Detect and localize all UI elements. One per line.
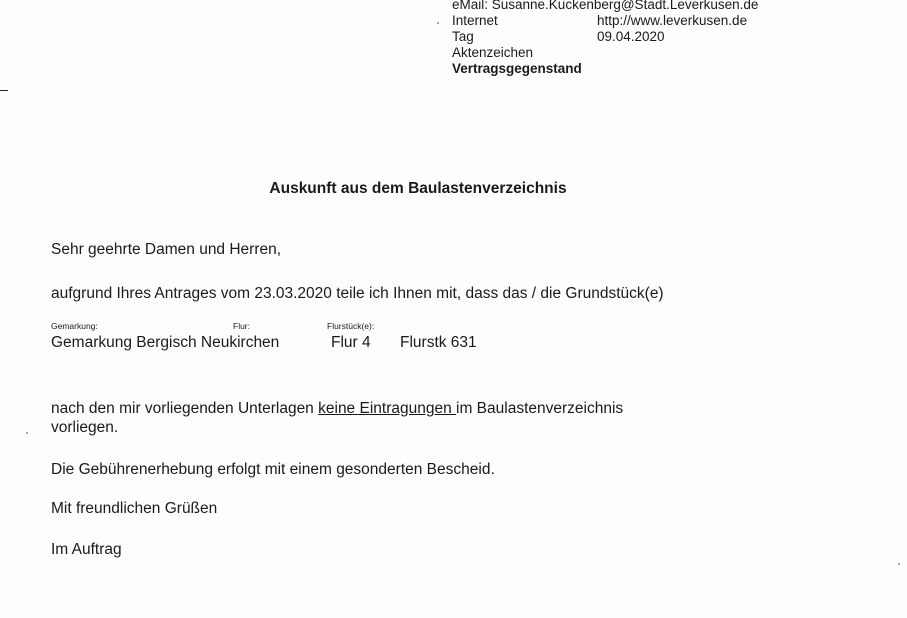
gemarkung-value: Gemarkung Bergisch Neukirchen	[51, 334, 280, 351]
contract-subject-label: Vertragsgegenstand	[452, 61, 582, 76]
result-text-after: im Baulastenverzeichnis	[456, 400, 624, 417]
email-row	[452, 0, 758, 13]
closing-greeting: Mit freundlichen Grüßen	[51, 500, 218, 517]
result-line-2: vorliegen.	[51, 419, 119, 436]
salutation: Sehr geehrte Damen und Herren,	[51, 241, 282, 258]
internet-row	[452, 13, 758, 29]
flur-value: Flur 4	[331, 334, 371, 351]
date-row	[452, 29, 758, 45]
email-text: eMail: Susanne.Kuckenberg@Stadt.Leverkusen.de	[452, 0, 759, 12]
gemarkung-label: Gemarkung:	[51, 321, 98, 331]
result-text-before: nach den mir vorliegenden Unterlagen	[51, 400, 319, 417]
result-line-1	[51, 399, 623, 418]
result-paragraph	[51, 399, 623, 437]
fold-mark	[0, 90, 8, 91]
contract-subject-row	[452, 61, 758, 77]
result-emphasis: keine Eintragungen	[318, 400, 457, 417]
internet-label: Internet	[452, 13, 498, 28]
flur-label: Flur:	[233, 321, 250, 331]
file-number-label: Aktenzeichen	[452, 45, 534, 60]
signature-line: Im Auftrag	[51, 541, 122, 558]
flurstueck-value: Flurstk 631	[400, 334, 477, 351]
date-value: 09.04.2020	[597, 29, 665, 44]
intro-paragraph: aufgrund Ihres Antrages vom 23.03.2020 teile ich Ihnen mit, dass das / die Grundstück(e)	[51, 285, 664, 302]
scan-speck	[898, 563, 900, 565]
file-number-row	[452, 45, 758, 61]
date-label: Tag	[452, 29, 474, 44]
flurstueck-label: Flurstück(e):	[327, 321, 375, 331]
document-title: Auskunft aus dem Baulastenverzeichnis	[269, 180, 567, 197]
parcel-details	[51, 334, 477, 352]
sender-info-block	[452, 0, 758, 77]
fees-paragraph: Die Gebührenerhebung erfolgt mit einem gesonderten Bescheid.	[51, 461, 495, 478]
scan-speck	[437, 22, 439, 24]
scan-speck	[26, 432, 28, 434]
internet-value: http://www.leverkusen.de	[597, 13, 748, 28]
